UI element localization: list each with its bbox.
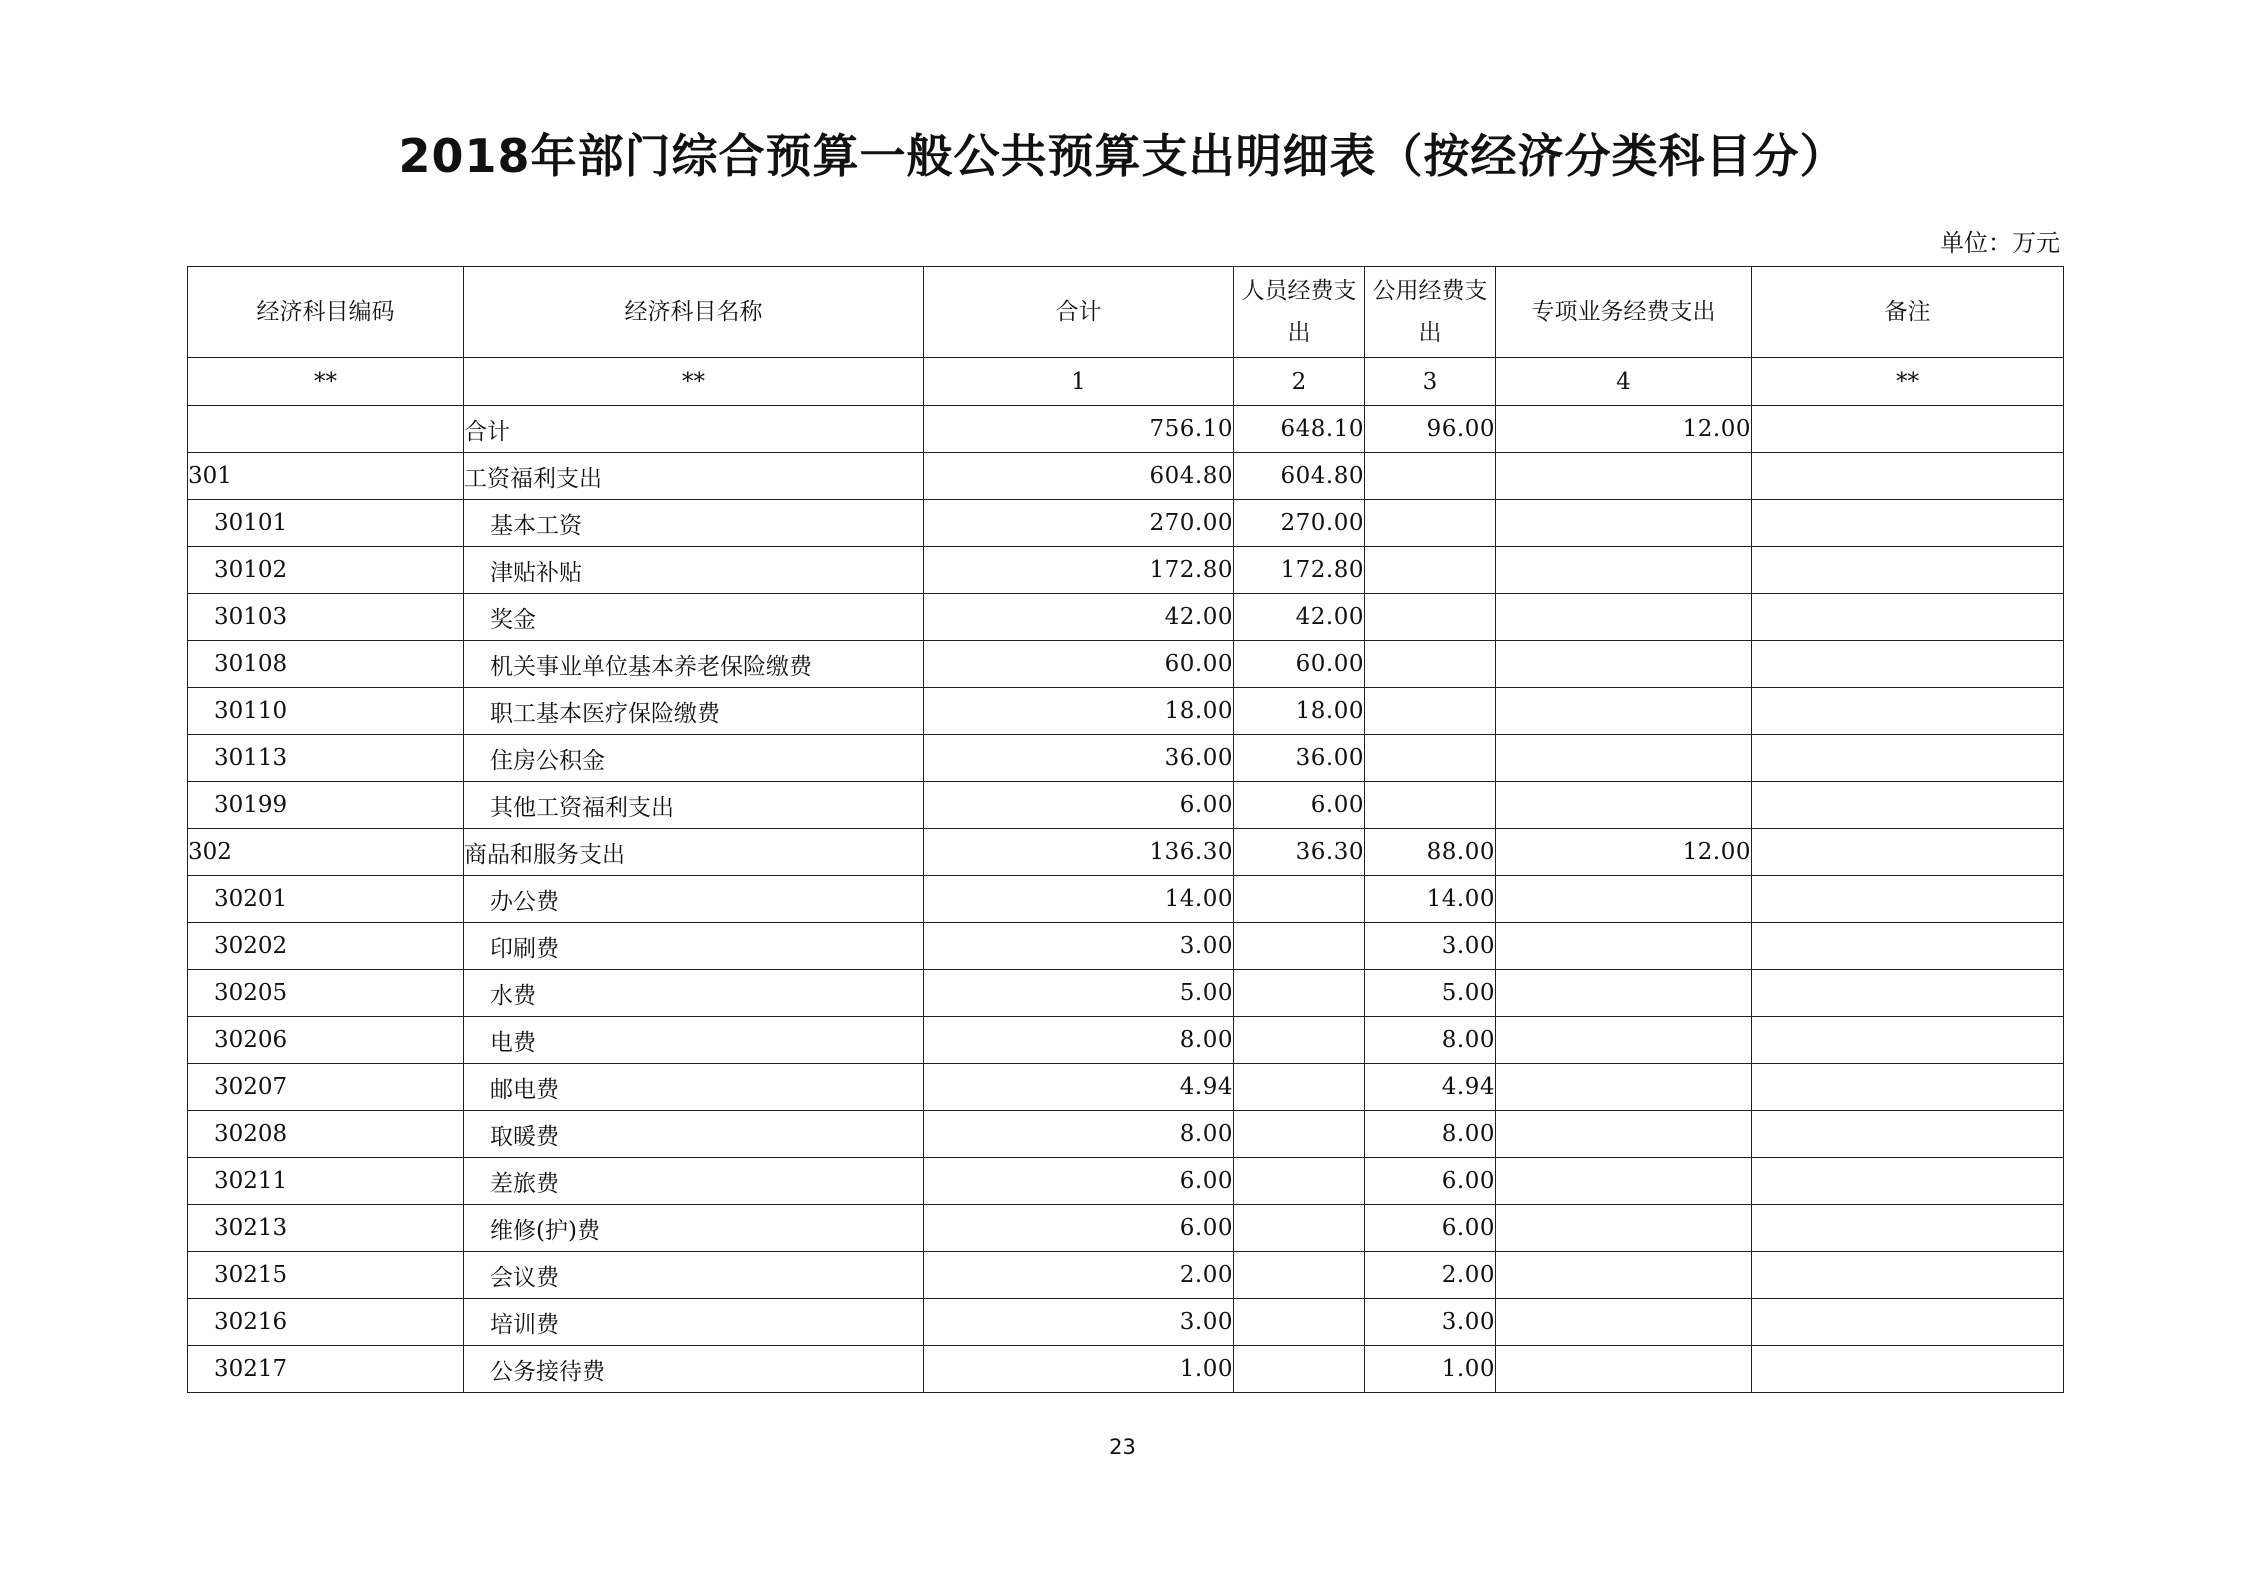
personnel-cell: 604.80: [1234, 453, 1365, 500]
note-cell: [1752, 1346, 2064, 1393]
table-row: [188, 735, 2064, 782]
code-cell: 30211: [188, 1158, 464, 1205]
personnel-cell: [1234, 876, 1365, 923]
code-cell: 30202: [188, 923, 464, 970]
name-cell: 职工基本医疗保险缴费: [464, 688, 924, 735]
index-cell: 3: [1365, 358, 1496, 406]
personnel-cell: 36.30: [1234, 829, 1365, 876]
code-cell: 301: [188, 453, 464, 500]
public-cell: [1365, 735, 1496, 782]
name-cell: 印刷费: [464, 923, 924, 970]
header-note: 备注: [1752, 267, 2064, 358]
name-cell: 邮电费: [464, 1064, 924, 1111]
total-cell: 6.00: [924, 782, 1234, 829]
special-cell: 12.00: [1496, 406, 1752, 453]
personnel-cell: 36.00: [1234, 735, 1365, 782]
table-row: [188, 594, 2064, 641]
code-cell: 30110: [188, 688, 464, 735]
note-cell: [1752, 1299, 2064, 1346]
code-cell: 30215: [188, 1252, 464, 1299]
name-cell: 津贴补贴: [464, 547, 924, 594]
public-cell: 3.00: [1365, 923, 1496, 970]
table-row: [188, 1017, 2064, 1064]
table-row: [188, 923, 2064, 970]
note-cell: [1752, 970, 2064, 1017]
note-cell: [1752, 923, 2064, 970]
page-title: 2018年部门综合预算一般公共预算支出明细表（按经济分类科目分）: [398, 129, 1847, 183]
note-cell: [1752, 688, 2064, 735]
table-row: [188, 1158, 2064, 1205]
personnel-cell: [1234, 970, 1365, 1017]
public-cell: [1365, 782, 1496, 829]
table-row: [188, 547, 2064, 594]
special-cell: [1496, 1158, 1752, 1205]
personnel-cell: [1234, 1064, 1365, 1111]
personnel-cell: [1234, 1111, 1365, 1158]
header-name: 经济科目名称: [464, 267, 924, 358]
special-cell: [1496, 735, 1752, 782]
code-cell: 302: [188, 829, 464, 876]
special-cell: [1496, 1205, 1752, 1252]
special-cell: [1496, 1064, 1752, 1111]
total-cell: 136.30: [924, 829, 1234, 876]
note-cell: [1752, 1017, 2064, 1064]
table-row: [188, 1346, 2064, 1393]
public-cell: 2.00: [1365, 1252, 1496, 1299]
code-cell: 30199: [188, 782, 464, 829]
public-cell: 4.94: [1365, 1064, 1496, 1111]
name-cell: 公务接待费: [464, 1346, 924, 1393]
note-cell: [1752, 453, 2064, 500]
code-cell: 30101: [188, 500, 464, 547]
public-cell: 8.00: [1365, 1017, 1496, 1064]
special-cell: [1496, 876, 1752, 923]
name-cell: 办公费: [464, 876, 924, 923]
note-cell: [1752, 829, 2064, 876]
public-cell: 96.00: [1365, 406, 1496, 453]
special-cell: [1496, 688, 1752, 735]
public-cell: 14.00: [1365, 876, 1496, 923]
personnel-cell: 6.00: [1234, 782, 1365, 829]
personnel-cell: 172.80: [1234, 547, 1365, 594]
public-cell: [1365, 641, 1496, 688]
code-cell: 30103: [188, 594, 464, 641]
name-cell: 其他工资福利支出: [464, 782, 924, 829]
table-row: [188, 876, 2064, 923]
name-cell: 差旅费: [464, 1158, 924, 1205]
table-row: [188, 1111, 2064, 1158]
name-cell: 奖金: [464, 594, 924, 641]
total-cell: 36.00: [924, 735, 1234, 782]
page-number: 23: [1109, 1435, 1136, 1459]
public-cell: [1365, 500, 1496, 547]
table-row: [188, 1299, 2064, 1346]
code-cell: 30207: [188, 1064, 464, 1111]
special-cell: [1496, 782, 1752, 829]
table-row: [188, 641, 2064, 688]
public-cell: 8.00: [1365, 1111, 1496, 1158]
name-cell: 维修(护)费: [464, 1205, 924, 1252]
public-cell: 1.00: [1365, 1346, 1496, 1393]
personnel-cell: [1234, 1158, 1365, 1205]
public-cell: 6.00: [1365, 1205, 1496, 1252]
special-cell: [1496, 547, 1752, 594]
total-cell: 3.00: [924, 1299, 1234, 1346]
note-cell: [1752, 1064, 2064, 1111]
total-cell: 6.00: [924, 1205, 1234, 1252]
total-cell: 2.00: [924, 1252, 1234, 1299]
personnel-cell: [1234, 1252, 1365, 1299]
total-cell: 756.10: [924, 406, 1234, 453]
total-cell: 172.80: [924, 547, 1234, 594]
name-cell: 住房公积金: [464, 735, 924, 782]
public-cell: 5.00: [1365, 970, 1496, 1017]
index-cell: **: [188, 358, 464, 406]
name-cell: 机关事业单位基本养老保险缴费: [464, 641, 924, 688]
personnel-cell: [1234, 1205, 1365, 1252]
index-cell: 1: [924, 358, 1234, 406]
special-cell: [1496, 594, 1752, 641]
table-row: [188, 1205, 2064, 1252]
index-row: [188, 358, 2064, 406]
total-cell: 8.00: [924, 1111, 1234, 1158]
table-row: [188, 688, 2064, 735]
name-cell: 水费: [464, 970, 924, 1017]
special-cell: [1496, 1299, 1752, 1346]
special-cell: [1496, 1017, 1752, 1064]
note-cell: [1752, 547, 2064, 594]
header-special: 专项业务经费支出: [1496, 267, 1752, 358]
personnel-cell: 42.00: [1234, 594, 1365, 641]
note-cell: [1752, 1205, 2064, 1252]
public-cell: 6.00: [1365, 1158, 1496, 1205]
total-cell: 5.00: [924, 970, 1234, 1017]
note-cell: [1752, 594, 2064, 641]
table-row: [188, 782, 2064, 829]
public-cell: 3.00: [1365, 1299, 1496, 1346]
total-cell: 4.94: [924, 1064, 1234, 1111]
table-row: [188, 970, 2064, 1017]
unit-label: 单位：万元: [1940, 229, 2060, 257]
name-cell: 合计: [464, 406, 924, 453]
table-row: [188, 500, 2064, 547]
header-code: 经济科目编码: [188, 267, 464, 358]
personnel-cell: [1234, 1346, 1365, 1393]
code-cell: 30201: [188, 876, 464, 923]
public-cell: 88.00: [1365, 829, 1496, 876]
total-cell: 1.00: [924, 1346, 1234, 1393]
special-cell: [1496, 1252, 1752, 1299]
special-cell: 12.00: [1496, 829, 1752, 876]
code-cell: 30208: [188, 1111, 464, 1158]
code-cell: [188, 406, 464, 453]
personnel-cell: [1234, 923, 1365, 970]
note-cell: [1752, 1158, 2064, 1205]
total-cell: 604.80: [924, 453, 1234, 500]
personnel-cell: [1234, 1299, 1365, 1346]
name-cell: 电费: [464, 1017, 924, 1064]
budget-table: [187, 266, 2064, 1393]
total-cell: 270.00: [924, 500, 1234, 547]
special-cell: [1496, 923, 1752, 970]
total-cell: 3.00: [924, 923, 1234, 970]
note-cell: [1752, 406, 2064, 453]
name-cell: 基本工资: [464, 500, 924, 547]
code-cell: 30113: [188, 735, 464, 782]
table-row: [188, 453, 2064, 500]
note-cell: [1752, 1252, 2064, 1299]
note-cell: [1752, 1111, 2064, 1158]
total-cell: 42.00: [924, 594, 1234, 641]
personnel-cell: 648.10: [1234, 406, 1365, 453]
table-row: [188, 829, 2064, 876]
public-cell: [1365, 453, 1496, 500]
index-cell: 4: [1496, 358, 1752, 406]
note-cell: [1752, 500, 2064, 547]
note-cell: [1752, 782, 2064, 829]
header-public: 公用经费支出: [1365, 267, 1496, 358]
index-cell: **: [1752, 358, 2064, 406]
personnel-cell: 18.00: [1234, 688, 1365, 735]
total-cell: 14.00: [924, 876, 1234, 923]
code-cell: 30217: [188, 1346, 464, 1393]
code-cell: 30213: [188, 1205, 464, 1252]
name-cell: 培训费: [464, 1299, 924, 1346]
total-cell: 18.00: [924, 688, 1234, 735]
total-cell: 60.00: [924, 641, 1234, 688]
name-cell: 会议费: [464, 1252, 924, 1299]
table-row: [188, 1252, 2064, 1299]
table-row: [188, 1064, 2064, 1111]
note-cell: [1752, 641, 2064, 688]
special-cell: [1496, 970, 1752, 1017]
name-cell: 商品和服务支出: [464, 829, 924, 876]
note-cell: [1752, 735, 2064, 782]
table-header: [188, 267, 2064, 358]
public-cell: [1365, 594, 1496, 641]
special-cell: [1496, 500, 1752, 547]
table-row: [188, 406, 2064, 453]
name-cell: 工资福利支出: [464, 453, 924, 500]
personnel-cell: 270.00: [1234, 500, 1365, 547]
special-cell: [1496, 453, 1752, 500]
public-cell: [1365, 688, 1496, 735]
code-cell: 30102: [188, 547, 464, 594]
code-cell: 30108: [188, 641, 464, 688]
special-cell: [1496, 1346, 1752, 1393]
code-cell: 30205: [188, 970, 464, 1017]
header-personnel: 人员经费支出: [1234, 267, 1365, 358]
name-cell: 取暖费: [464, 1111, 924, 1158]
code-cell: 30216: [188, 1299, 464, 1346]
index-cell: **: [464, 358, 924, 406]
code-cell: 30206: [188, 1017, 464, 1064]
personnel-cell: 60.00: [1234, 641, 1365, 688]
special-cell: [1496, 641, 1752, 688]
total-cell: 6.00: [924, 1158, 1234, 1205]
index-cell: 2: [1234, 358, 1365, 406]
special-cell: [1496, 1111, 1752, 1158]
note-cell: [1752, 876, 2064, 923]
total-cell: 8.00: [924, 1017, 1234, 1064]
header-total: 合计: [924, 267, 1234, 358]
public-cell: [1365, 547, 1496, 594]
personnel-cell: [1234, 1017, 1365, 1064]
